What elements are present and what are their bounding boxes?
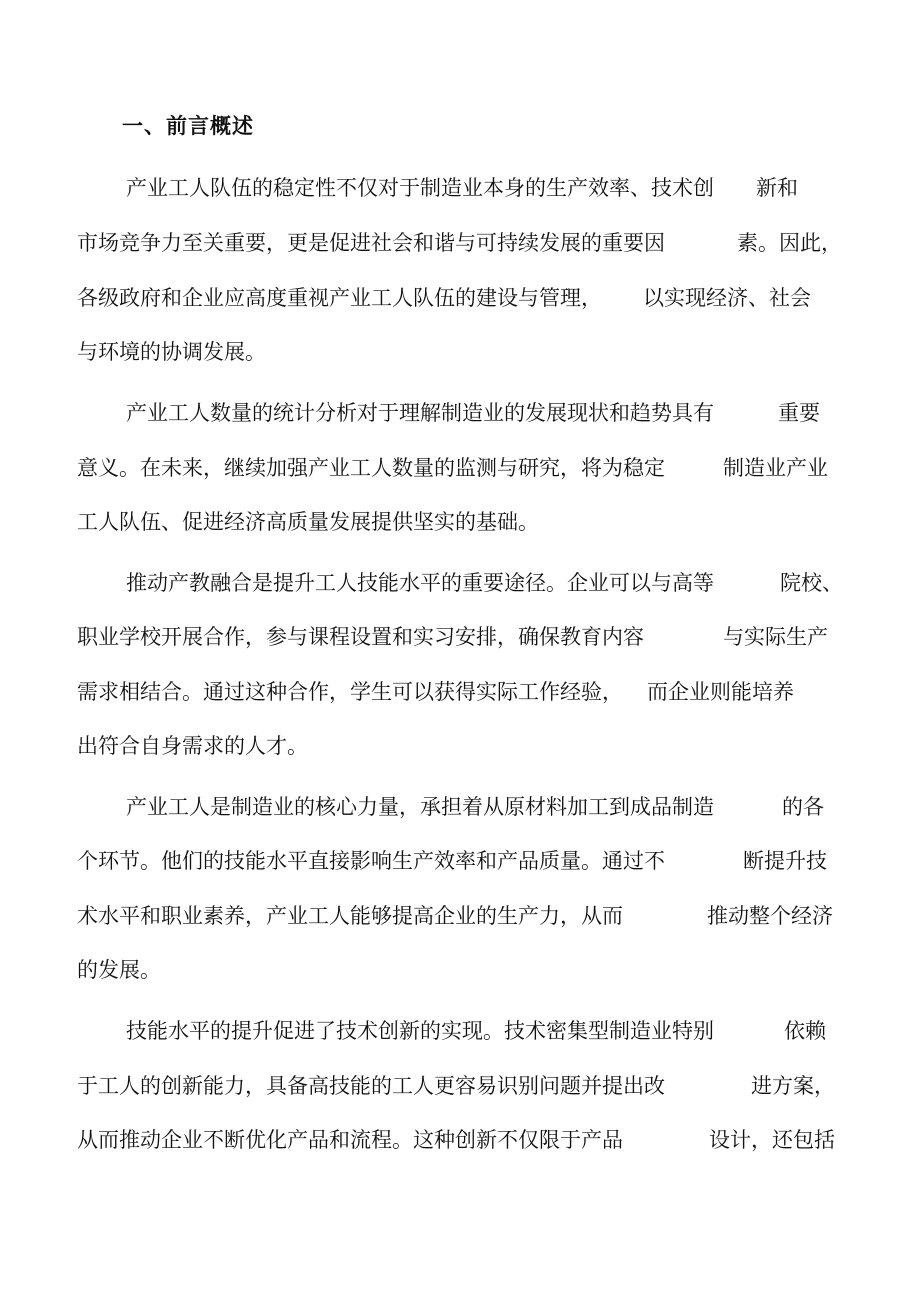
text-segment: 需求相结合。通过这种合作，学生可以获得实际工作经验，	[77, 680, 623, 704]
paragraph-5-line-1	[126, 1016, 826, 1046]
text-segment: 市场竞争力至关重要，更是促进社会和谐与可持续发展的重要因	[77, 231, 665, 255]
text-segment: 设计，还包括	[709, 1128, 835, 1152]
text-segment: 而企业则能培养	[647, 680, 794, 704]
text-segment: 术水平和职业素养，产业工人能够提高企业的生产力，从而	[77, 904, 623, 928]
text-segment: 从而推动企业不断优化产品和流程。这种创新不仅限于产品	[77, 1128, 623, 1152]
text-segment: 与实际生产	[723, 625, 828, 649]
paragraph-1-line-1	[126, 173, 798, 203]
text-segment: 推动整个经济	[707, 904, 833, 928]
text-segment: 新和	[756, 176, 798, 200]
text-segment: 的发展。	[77, 958, 161, 982]
paragraph-4-line-4	[77, 955, 161, 985]
text-segment: 制造业产业	[723, 456, 828, 480]
text-segment: 产业工人队伍的稳定性不仅对于制造业本身的生产效率、技术创	[126, 176, 714, 200]
text-segment: 工人队伍、促进经济高质量发展提供坚实的基础。	[77, 510, 539, 534]
text-segment: 院校、	[780, 571, 843, 595]
text-segment: 产业工人是制造业的核心力量，承担着从原材料加工到成品制造	[126, 795, 714, 819]
paragraph-3-line-4	[77, 731, 308, 761]
paragraph-5-line-3	[77, 1125, 835, 1155]
text-segment: 的各	[782, 795, 824, 819]
text-segment: 推动产教融合是提升工人技能水平的重要途径。企业可以与高等	[126, 571, 714, 595]
text-segment: 以实现经济、社会	[643, 286, 811, 310]
text-segment: 个环节。他们的技能水平直接影响生产效率和产品质量。通过不	[77, 849, 665, 873]
paragraph-4-line-2	[77, 846, 827, 876]
paragraph-2-line-3	[77, 507, 539, 537]
text-segment: 素。因此，	[737, 231, 842, 255]
text-segment: 重要	[778, 401, 820, 425]
paragraph-2-line-2	[77, 453, 828, 483]
text-segment: 依赖	[784, 1019, 826, 1043]
text-segment: 产业工人数量的统计分析对于理解制造业的发展现状和趋势具有	[126, 401, 714, 425]
text-segment: 职业学校开展合作，参与课程设置和实习安排，确保教育内容	[77, 625, 644, 649]
paragraph-3-line-3	[77, 677, 794, 707]
text-segment: 与环境的协调发展。	[77, 340, 266, 364]
paragraph-2-line-1	[126, 398, 820, 428]
text-segment: 技能水平的提升促进了技术创新的实现。技术密集型制造业特别	[126, 1019, 714, 1043]
paragraph-4-line-1	[126, 792, 824, 822]
text-segment: 进方案，	[751, 1074, 835, 1098]
paragraph-3-line-2	[77, 622, 828, 652]
paragraph-4-line-3	[77, 901, 833, 931]
text-segment: 出符合自身需求的人才。	[77, 734, 308, 758]
section-heading: 一、前言概述	[122, 113, 254, 138]
text-segment: 各级政府和企业应高度重视产业工人队伍的建设与管理，	[77, 286, 602, 310]
text-segment: 意义。在未来，继续加强产业工人数量的监测与研究，将为稳定	[77, 456, 665, 480]
paragraph-1-line-4	[77, 337, 266, 367]
paragraph-3-line-1	[126, 568, 843, 598]
text-segment: 于工人的创新能力，具备高技能的工人更容易识别问题并提出改	[77, 1074, 665, 1098]
paragraph-1-line-3	[77, 283, 811, 313]
paragraph-5-line-2	[77, 1071, 835, 1101]
paragraph-1-line-2	[77, 228, 842, 258]
text-segment: 断提升技	[743, 849, 827, 873]
